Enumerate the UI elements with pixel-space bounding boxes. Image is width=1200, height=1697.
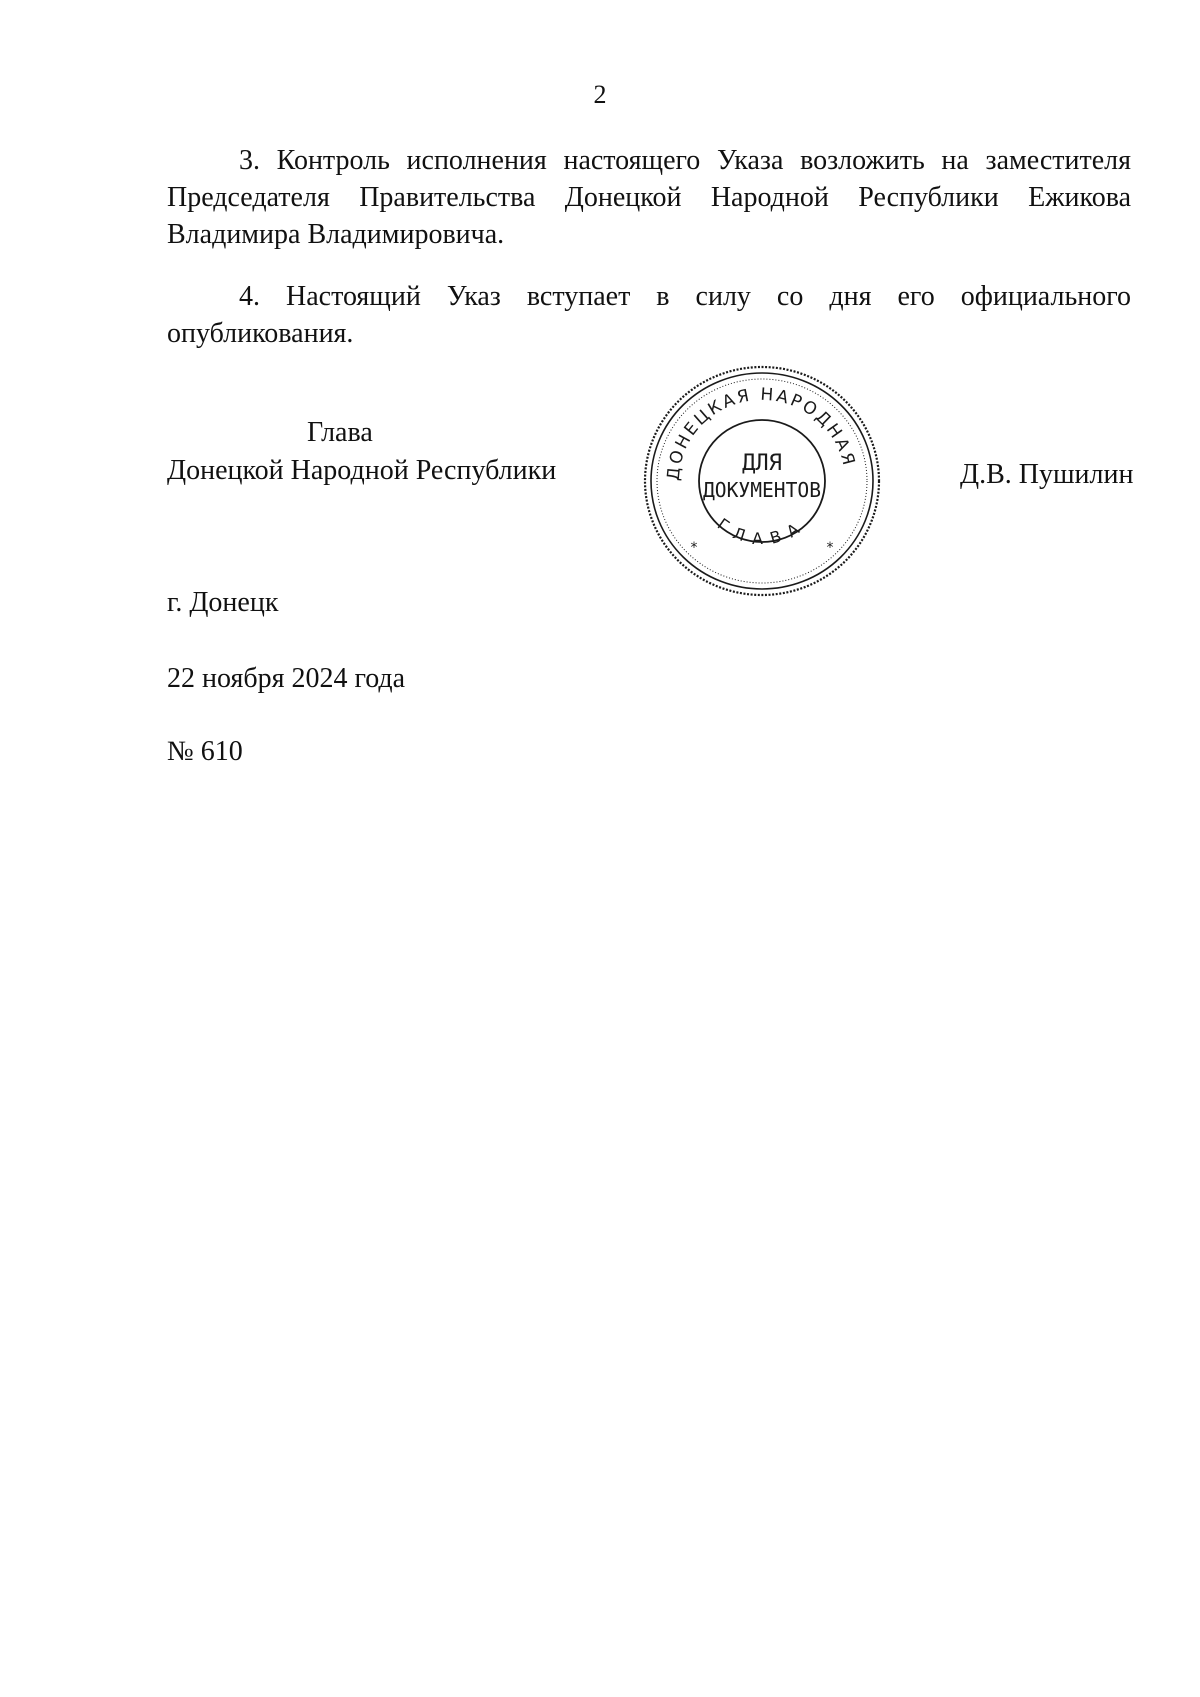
decree-number: № 610 — [167, 736, 243, 767]
svg-text:ГЛАВА — [714, 514, 810, 548]
seal-bottom-text: ГЛАВА — [713, 514, 811, 549]
seal-center-line2: ДОКУМЕНТОВ — [703, 478, 821, 502]
paragraph-entry-into-force: 4. Настоящий Указ вступает в силу со дня его официального опубликования. — [167, 281, 1131, 349]
seal-star-right: * — [826, 540, 834, 556]
signature-organization: Донецкой Народной Республики — [167, 455, 557, 486]
seal-star-left: * — [690, 540, 698, 556]
seal-graphic — [641, 362, 883, 600]
city: г. Донецк — [167, 587, 279, 618]
paragraph-control: 3. Контроль исполнения настоящего Указа возложить на заместителя Председателя Правительства Донецкой Народной Республики Ежикова Владимира Владимировича. — [167, 145, 1131, 250]
seal-ring-text: ДОНЕЦКАЯ НАРОДНАЯ — [663, 384, 859, 482]
signature-title: Глава — [307, 417, 373, 448]
page-number: 2 — [593, 80, 607, 109]
official-seal — [641, 362, 883, 600]
decree-date: 22 ноября 2024 года — [167, 663, 406, 694]
seal-center-line1: ДЛЯ — [742, 451, 782, 476]
signatory-name: Д.В. Пушилин — [960, 459, 1134, 490]
